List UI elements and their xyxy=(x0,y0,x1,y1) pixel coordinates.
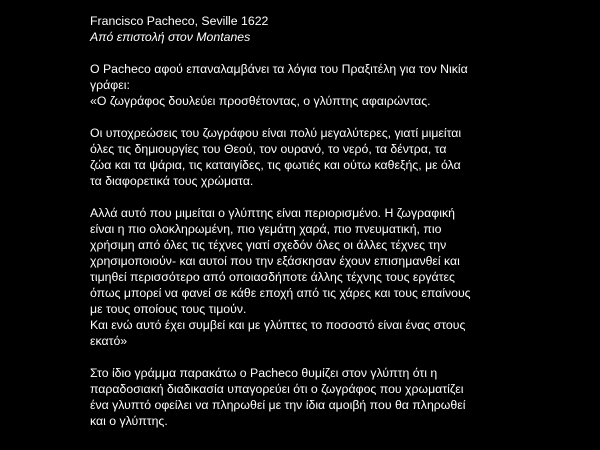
text-line: τα διαφορετικά τους χρώματα. xyxy=(90,174,254,188)
text-line: Ο Pacheco αφού επαναλαμβάνει τα λόγια του Πραξιτέλη για τον Νικία xyxy=(90,62,468,76)
text-line: εκατό» xyxy=(90,334,128,348)
text-line: ένα γλυπτό οφείλει να πληρωθεί με την ίδια αμοιβή που θα πληρωθεί xyxy=(90,398,466,412)
paragraph-4 xyxy=(90,365,530,429)
text-line: χρησιμοποιούν- και αυτοί που την εξάσκησαν έχουν επισημανθεί και xyxy=(90,254,460,268)
document-header xyxy=(90,13,530,45)
text-line: Οι υποχρεώσεις του ζωγράφου είναι πολύ μεγαλύτερες, γιατί μιμείται xyxy=(90,126,462,140)
text-line: «Ο ζωγράφος δουλεύει προσθέτοντας, ο γλύπτης αφαιρώντας. xyxy=(90,94,431,108)
text-line: τιμηθεί περισσότερο από οποιασδήποτε άλλης τέχνης τους εργάτες xyxy=(90,270,455,284)
text-line: Στο ίδιο γράμμα παρακάτω ο Pacheco θυμίζει στον γλύπτη ότι η xyxy=(90,366,438,380)
text-line: παραδοσιακή διαδικασία υπαγορεύει ότι ο ζωγράφος που χρωματίζει xyxy=(90,382,464,396)
text-line: είναι η πιο ολοκληρωμένη, πιο γεμάτη χαρά, πιο πνευματική, πιο xyxy=(90,222,442,236)
text-line: γράφει: xyxy=(90,78,130,92)
author-line: Francisco Pacheco, Seville 1622 xyxy=(90,14,269,28)
text-line: Και ενώ αυτό έχει συμβεί και με γλύπτες το ποσοστό είναι ένας στους xyxy=(90,318,466,332)
text-line: Αλλά αυτό που μιμείται ο γλύπτης είναι περιορισμένο. Η ζωγραφική xyxy=(90,206,455,220)
paragraph-3 xyxy=(90,205,530,349)
source-line: Από επιστολή στον Montanes xyxy=(90,30,251,44)
text-line: όλες τις δημιουργίες του Θεού, τον ουρανό, το νερό, τα δέντρα, τα xyxy=(90,142,447,156)
text-line: και ο γλύπτης. xyxy=(90,414,168,428)
text-line: με τους οποίους τους τιμούν. xyxy=(90,302,247,316)
paragraph-2 xyxy=(90,125,530,189)
text-line: όπως μπορεί να φανεί σε κάθε εποχή από τις χάρες και τους επαίνους xyxy=(90,286,471,300)
paragraph-1 xyxy=(90,61,530,109)
document-text xyxy=(90,13,530,429)
text-line: ζώα και τα ψάρια, τις καταιγίδες, τις φωτιές και ούτω καθεξής, με όλα xyxy=(90,158,461,172)
text-line: χρήσιμη από όλες τις τέχνες γιατί σχεδόν όλες οι άλλες τέχνες την xyxy=(90,238,447,252)
